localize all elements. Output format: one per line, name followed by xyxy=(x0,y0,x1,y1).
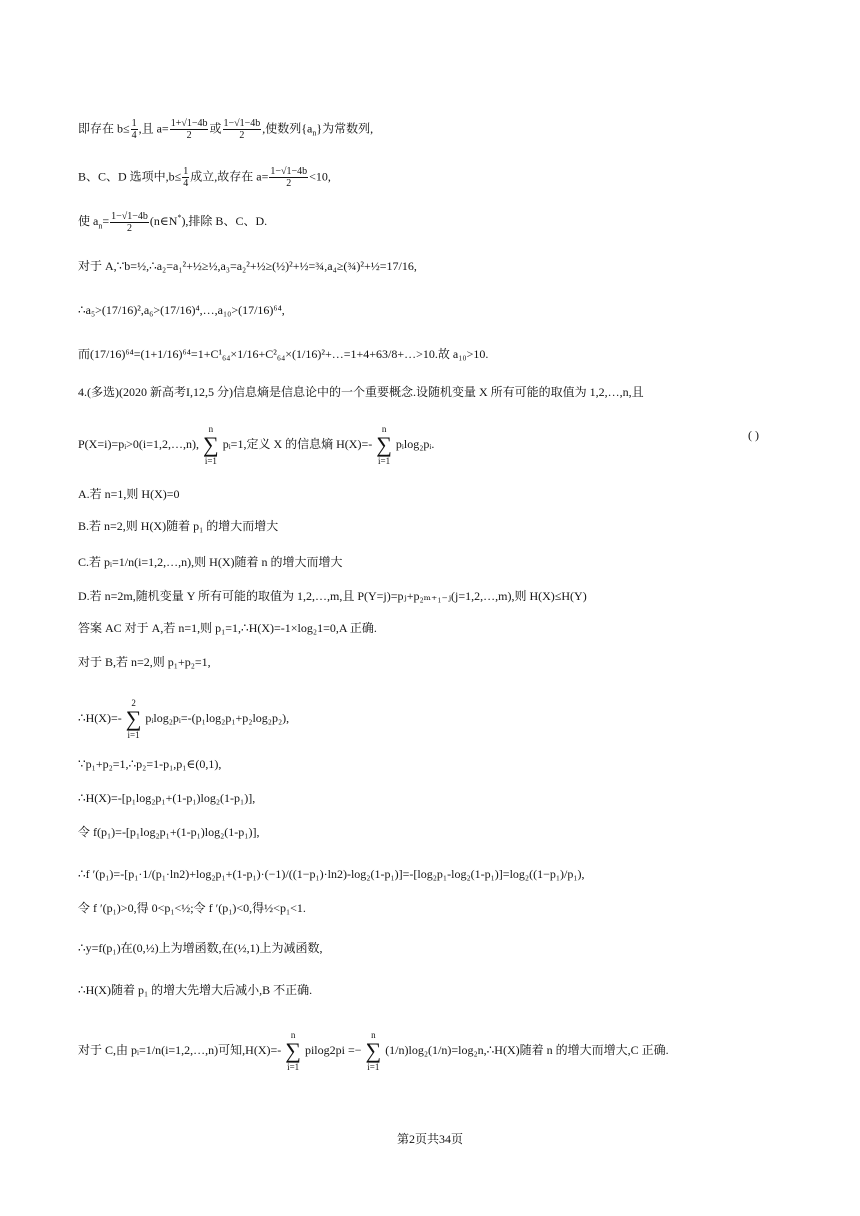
sum-symbol: n ∑ i=1 xyxy=(376,424,392,466)
sum-symbol: n ∑ i=1 xyxy=(285,1030,301,1072)
sum-symbol: n ∑ i=1 xyxy=(203,424,219,466)
option-d: D.若 n=2m,随机变量 Y 所有可能的取值为 1,2,…,m,且 P(Y=j)=pⱼ+p₂ₘ₊₁₋ⱼ(j=1,2,…,m),则 H(X)≤H(Y) xyxy=(78,589,587,603)
solution-b-5: 令 f(p₁)=-[p₁log₂p₁+(1-p₁)log₂(1-p₁)], xyxy=(78,825,260,839)
solution-b-4: ∴H(X)=-[p₁log₂p₁+(1-p₁)log₂(1-p₁)], xyxy=(78,791,256,805)
line-3: 使 $a_n=$ $\frac{1-√1-4b}{2}$ (n∈N*),排除 B、C、D. xyxy=(78,210,268,234)
answer-parentheses: ( ) xyxy=(748,428,759,442)
line-5: ∴a₅>(17/16)²,a₆>(17/16)⁴,…,a₁₀>(17/16)⁶⁴, xyxy=(78,303,285,317)
sum-symbol: 2 ∑ i=1 xyxy=(125,698,142,740)
solution-b-7: 令 f ′(p₁)>0,得 0<p₁<½;令 f ′(p₁)<0,得½<p₁<1. xyxy=(78,901,306,915)
solution-b-3: ∵p₁+p₂=1,∴p₂=1-p₁,p₁∈(0,1), xyxy=(78,757,222,771)
solution-b-8: ∴y=f(p₁)在(0,½)上为增函数,在(½,1)上为减函数, xyxy=(78,941,323,955)
solution-b-1: 对于 B,若 n=2,则 p₁+p₂=1, xyxy=(78,655,211,669)
solution-b-9: ∴H(X)随着 p₁ 的增大先增大后减小,B 不正确. xyxy=(78,983,313,997)
line-4: 对于 A,∵b=½,∴a₂=a₁²+½≥½,a₃=a₂²+½≥(½)²+½=¾,a₄≥(¾)²+½=17/16, xyxy=(78,259,417,273)
solution-b-6: ∴f ′(p₁)=-[p₁·1/(p₁·ln2)+log₂p₁+(1-p₁)·(−1)/((1−p₁)·ln2)-log₂(1-p₁)]=-[log₂p₁-log₂(1-p₁)]=log₂((1−p₁)/p₁), xyxy=(78,867,585,881)
sum-symbol: n ∑ i=1 xyxy=(365,1030,382,1072)
solution-c: 对于 C,由 pᵢ=1/n(i=1,2,…,n)可知,H(X)=-n ∑ i=1pilog2pi =−n ∑ i=1(1/n)log₂(1/n)=log₂n,∴H(X)随着 n 的增大而增大,C 正确. xyxy=(78,1030,669,1072)
answer-line: 答案 AC 对于 A,若 n=1,则 p₁=1,∴H(X)=-1×log₂1=0,A 正确. xyxy=(78,621,377,635)
option-a: A.若 n=1,则 H(X)=0 xyxy=(78,487,180,501)
line-1: 即存在 b≤ $\frac{1}{4}$ ,且 a= $\frac{1+√1-4b}{2}$ 或 $\frac{1-√1-4b}{2}$ ,使数列$\{a_n\}$为常数列, xyxy=(78,118,374,141)
page-number: 第2页共34页 xyxy=(396,1132,463,1146)
line-2: B、C、D 选项中,b≤ $\frac{1}{4}$ 成立,故存在 a= $\frac{1-√1-4b}{2}$ <10, xyxy=(78,166,331,189)
option-c: C.若 pᵢ=1/n(i=1,2,…,n),则 H(X)随着 n 的增大而增大 xyxy=(78,555,343,569)
line-6: 而(17/16)⁶⁴=(1+1/16)⁶⁴=1+C¹₆₄×1/16+C²₆₄×(1/16)²+…=1+4+63/8+…>10.故 a₁₀>10. xyxy=(78,347,489,361)
solution-b-2: ∴H(X)=-2 ∑ i=1pᵢlog₂pᵢ=-(p₁log₂p₁+p₂log₂p₂), xyxy=(78,698,290,740)
option-b: B.若 n=2,则 H(X)随着 p₁ 的增大而增大 xyxy=(78,519,279,533)
question-4-stem-2: P(X=i)=pᵢ>0(i=1,2,…,n),n ∑ i=1pᵢ=1,定义 X 的信息熵 H(X)=-n ∑ i=1pᵢlog₂pᵢ. xyxy=(78,424,435,466)
question-4-stem: 4.(多选)(2020 新高考I,12,5 分)信息熵是信息论中的一个重要概念.设随机变量 X 所有可能的取值为 1,2,…,n,且 xyxy=(78,385,644,399)
